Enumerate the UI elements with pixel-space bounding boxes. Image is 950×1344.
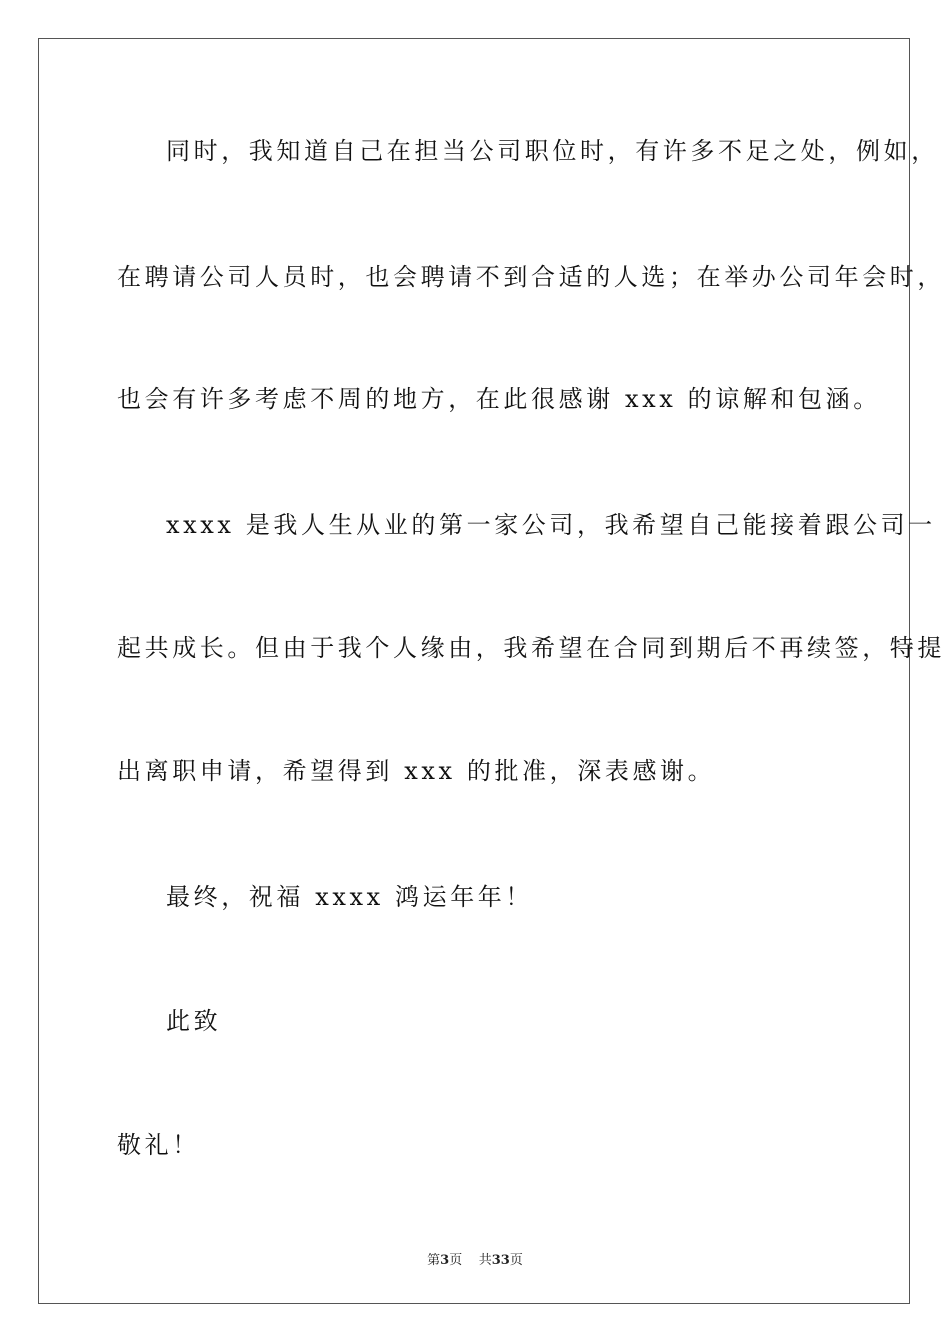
footer-page-number: 3	[440, 1253, 450, 1268]
salutation-ci-zhi: 此致	[166, 1007, 222, 1035]
body-line-1: 同时，我知道自己在担当公司职位时，有许多不足之处，例如，	[166, 137, 939, 165]
salutation-jing-li: 敬礼！	[117, 1131, 200, 1159]
footer-page-suffix: 页	[449, 1253, 463, 1268]
body-line-5: 起共成长。但由于我个人缘由，我希望在合同到期后不再续签，特提	[117, 634, 945, 662]
body-line-3: 也会有许多考虑不周的地方，在此很感谢 xxx 的谅解和包涵。	[117, 385, 881, 413]
footer-page-prefix: 第	[427, 1253, 441, 1268]
page-border	[38, 38, 910, 1304]
closing-wish: 最终，祝福 xxxx 鸿运年年！	[166, 883, 533, 911]
body-line-4: xxxx 是我人生从业的第一家公司，我希望自己能接着跟公司一	[166, 511, 936, 539]
body-line-6: 出离职申请，希望得到 xxx 的批准，深表感谢。	[117, 757, 716, 785]
body-line-2: 在聘请公司人员时，也会聘请不到合适的人选；在举办公司年会时，	[117, 263, 945, 291]
footer-total-prefix: 共	[478, 1253, 492, 1268]
footer-total-suffix: 页	[509, 1253, 523, 1268]
page-footer	[0, 1249, 950, 1268]
footer-total-pages: 33	[491, 1253, 510, 1268]
